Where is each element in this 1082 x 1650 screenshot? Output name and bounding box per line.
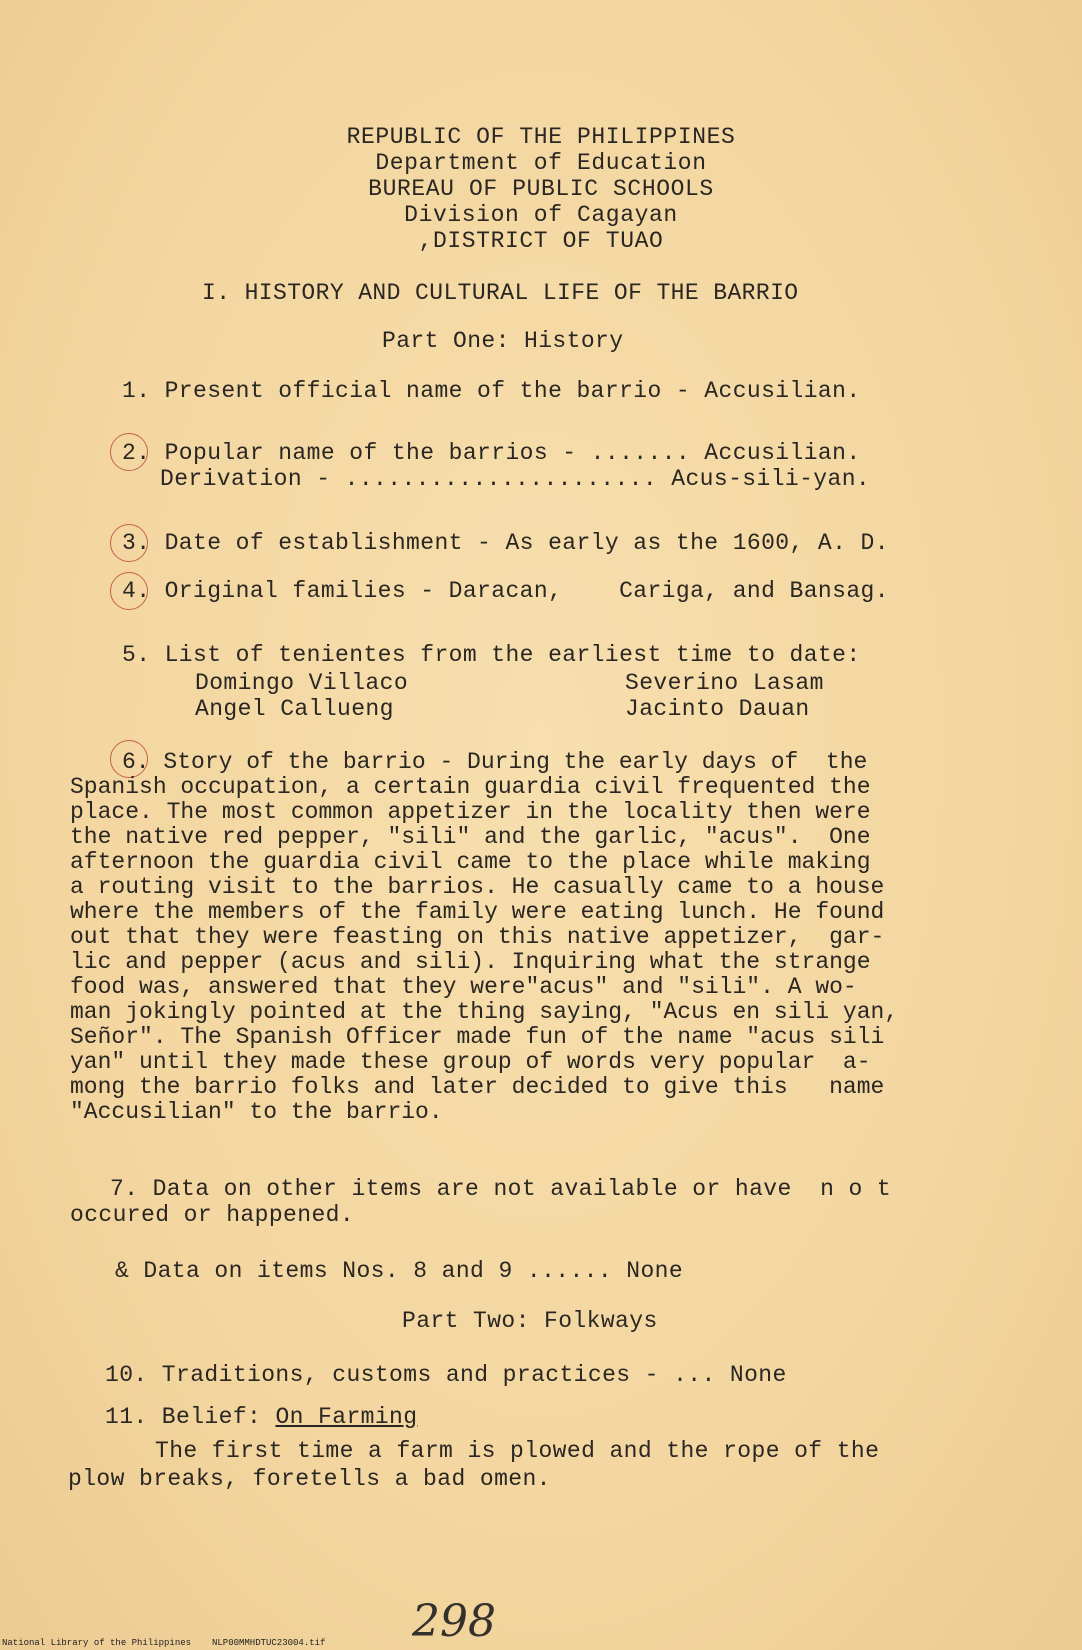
footer-library: National Library of the Philippines	[2, 1638, 192, 1648]
story-of-barrio	[70, 750, 1015, 1125]
item-8-9: & Data on items Nos. 8 and 9 ...... None	[115, 1258, 684, 1284]
item-11-topic: On Farming	[275, 1404, 418, 1430]
story-line: Señor". The Spanish Officer made fun of the name "acus sili	[70, 1024, 885, 1050]
teniente-name: Severino Lasam	[625, 670, 824, 696]
item-11-belief-line-2: plow breaks, foretells a bad omen.	[68, 1466, 551, 1492]
story-line: lic and pepper (acus and sili). Inquiring what the strange	[70, 949, 871, 975]
item-7-line-2: occured or happened.	[70, 1202, 355, 1228]
item-1: 1. Present official name of the barrio - Accusilian.	[122, 378, 861, 404]
item-2-derivation: Derivation - ...................... Acus-sili-yan.	[160, 466, 871, 492]
story-line: Spanish occupation, a certain guardia civil frequented the	[70, 774, 871, 800]
item-2-popular-name: 2. Popular name of the barrios - ....... Accusilian.	[122, 440, 861, 466]
story-line: place. The most common appetizer in the locality then were	[70, 799, 871, 825]
story-line: 6. Story of the barrio - During the early days of the	[122, 749, 868, 775]
item-11-heading	[105, 1404, 417, 1430]
story-line: afternoon the guardia civil came to the place while making	[70, 849, 871, 875]
item-3: 3. Date of establishment - As early as the 1600, A. D.	[122, 530, 889, 556]
header-republic: REPUBLIC OF THE PHILIPPINES	[346, 124, 736, 150]
story-line: yan" until they made these group of words very popular a-	[70, 1049, 871, 1075]
teniente-name: Angel Callueng	[195, 696, 394, 722]
part-one-heading: Part One: History	[382, 328, 624, 354]
item-5: 5. List of tenientes from the earliest time to date:	[122, 642, 861, 668]
teniente-name: Jacinto Dauan	[625, 696, 810, 722]
footer-filename: NLP00MMHDTUC23004.tif	[212, 1638, 326, 1648]
header-district: ,DISTRICT OF TUAO	[418, 228, 664, 254]
item-10: 10. Traditions, customs and practices - ... None	[105, 1362, 787, 1388]
story-line: a routing visit to the barrios. He casually came to a house	[70, 874, 885, 900]
section-title: I. HISTORY AND CULTURAL LIFE OF THE BARRIO	[202, 280, 799, 306]
header-department: Department of Education	[375, 150, 707, 176]
part-two-heading: Part Two: Folkways	[402, 1308, 658, 1334]
item-11-belief-line-1: The first time a farm is plowed and the rope of the	[155, 1438, 880, 1464]
header-bureau: BUREAU OF PUBLIC SCHOOLS	[368, 176, 714, 202]
header-division: Division of Cagayan	[404, 202, 678, 228]
story-line: "Accusilian" to the barrio.	[70, 1099, 443, 1125]
story-line: the native red pepper, "sili" and the garlic, "acus". One	[70, 824, 871, 850]
item-4: 4. Original families - Daracan, Cariga, and Bansag.	[122, 578, 889, 604]
item-7-line-1: 7. Data on other items are not available or have n o t	[110, 1176, 892, 1202]
story-line: out that they were feasting on this native appetizer, gar-	[70, 924, 885, 950]
story-line: where the members of the family were eating lunch. He found	[70, 899, 885, 925]
teniente-name: Domingo Villaco	[195, 670, 409, 696]
story-line: food was, answered that they were"acus" and "sili". A wo-	[70, 974, 857, 1000]
story-line: man jokingly pointed at the thing saying, "Acus en sili yan,	[70, 999, 899, 1025]
story-line: mong the barrio folks and later decided to give this name	[70, 1074, 885, 1100]
handwritten-page-number: 298	[412, 1596, 496, 1647]
item-11-label: 11. Belief:	[105, 1404, 276, 1430]
